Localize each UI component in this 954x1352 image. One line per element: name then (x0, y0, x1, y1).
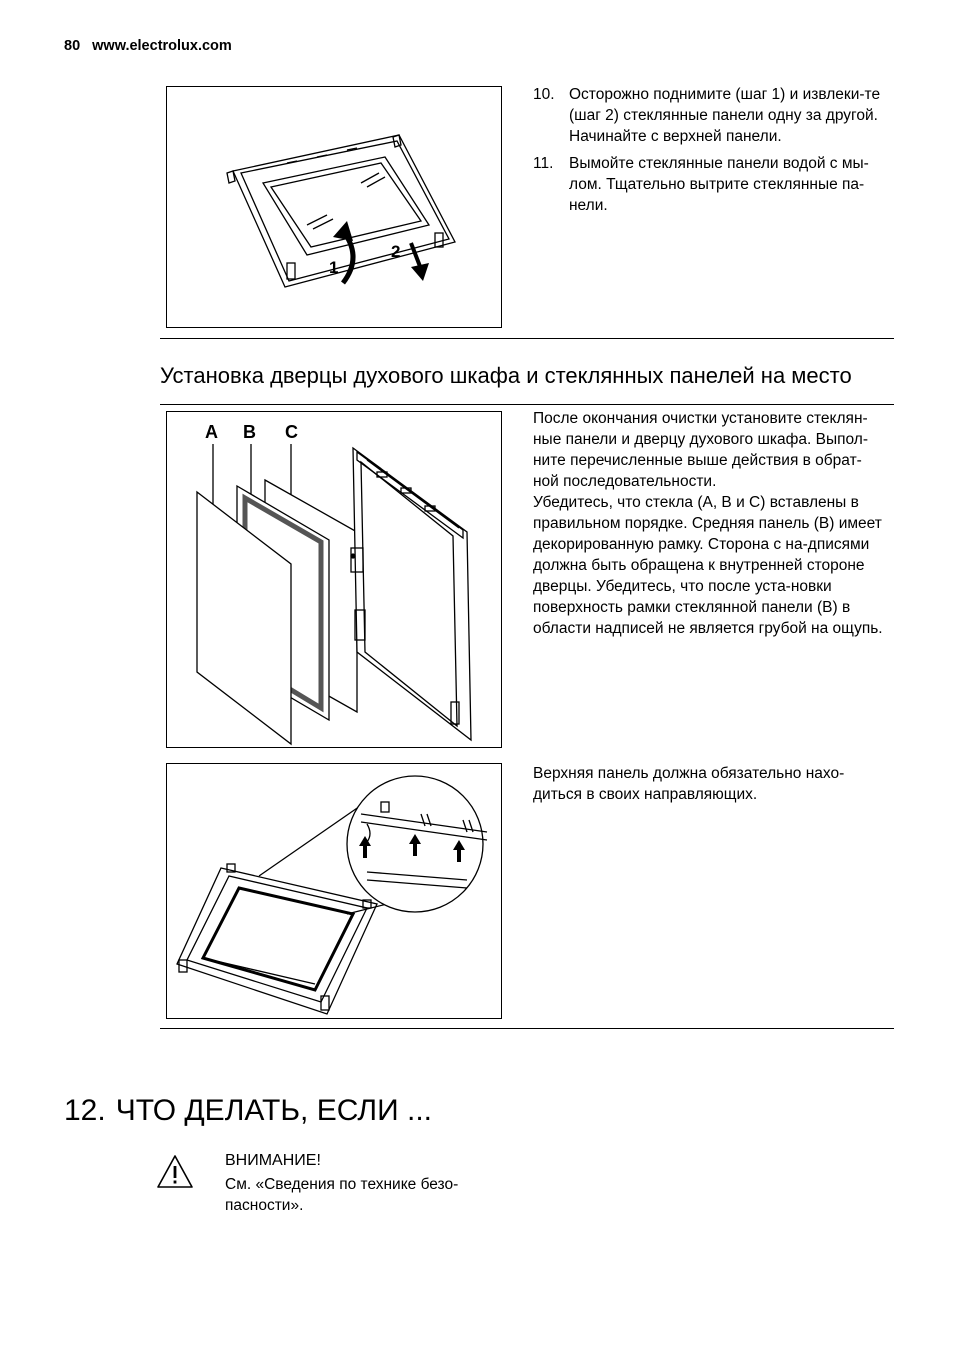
figure-top-panel-guides (166, 763, 502, 1019)
list-item (533, 153, 885, 216)
chapter-title: ЧТО ДЕЛАТЬ, ЕСЛИ ... (115, 1094, 432, 1127)
list-item (533, 84, 885, 147)
glass-panels-illustration (167, 412, 501, 747)
install-paragraph-2: Убедитесь, что стекла (A, B и C) вставлены в правильном порядке. Средняя панель (B) имеет декорированную рамку. Сторона с на-дписями должна быть обращена к внутренней стороне дверцы. Убедитесь, что после уста-новки поверхность рамки стеклянной панели (B) в области надписей не является грубой на ощупь. (533, 494, 883, 637)
warning-title: ВНИМАНИЕ! (225, 1152, 321, 1169)
site-url: www.electrolux.com (92, 38, 232, 54)
divider (160, 404, 894, 405)
figure-glass-panels (166, 411, 502, 748)
figure-remove-glass (166, 86, 502, 328)
step-number: 11. (533, 155, 554, 172)
warning-text: См. «Сведения по технике безо-пасности». (225, 1176, 459, 1214)
chapter-number: 12. (64, 1094, 106, 1127)
door-glass-removal-illustration (167, 87, 501, 327)
divider (160, 338, 894, 339)
top-panel-note: Верхняя панель должна обязательно нахо-диться в своих направляющих. (533, 765, 845, 803)
chapter-heading (64, 1094, 432, 1128)
page-number: 80 (64, 38, 81, 54)
page-header (64, 38, 232, 54)
top-panel-guides-illustration (167, 764, 501, 1018)
install-paragraph-1: После окончания очистки установите стеклян-ные панели и дверцу духового шкафа. Выпол-ните перечисленные выше действия в обрат-ной последовательности. (533, 410, 868, 490)
step2-label: 2 (391, 242, 401, 261)
steps-list (533, 84, 885, 222)
step-text: Осторожно поднимите (шаг 1) и извлеки-те (шаг 2) стеклянные панели одну за другой. Начинайте с верхней панели. (569, 86, 881, 145)
label-c: C (285, 422, 298, 442)
section-title: Установка дверцы духового шкафа и стеклянных панелей на место (160, 363, 852, 388)
label-b: B (243, 422, 256, 442)
install-instructions (533, 408, 885, 639)
divider (160, 1028, 894, 1029)
label-a: A (205, 422, 218, 442)
step-text: Вымойте стеклянные панели водой с мы-лом. Тщательно вытрите стеклянные па-нели. (569, 155, 869, 214)
warning-icon (155, 1153, 195, 1191)
step1-label: 1 (329, 258, 339, 277)
step-number: 10. (533, 86, 555, 103)
